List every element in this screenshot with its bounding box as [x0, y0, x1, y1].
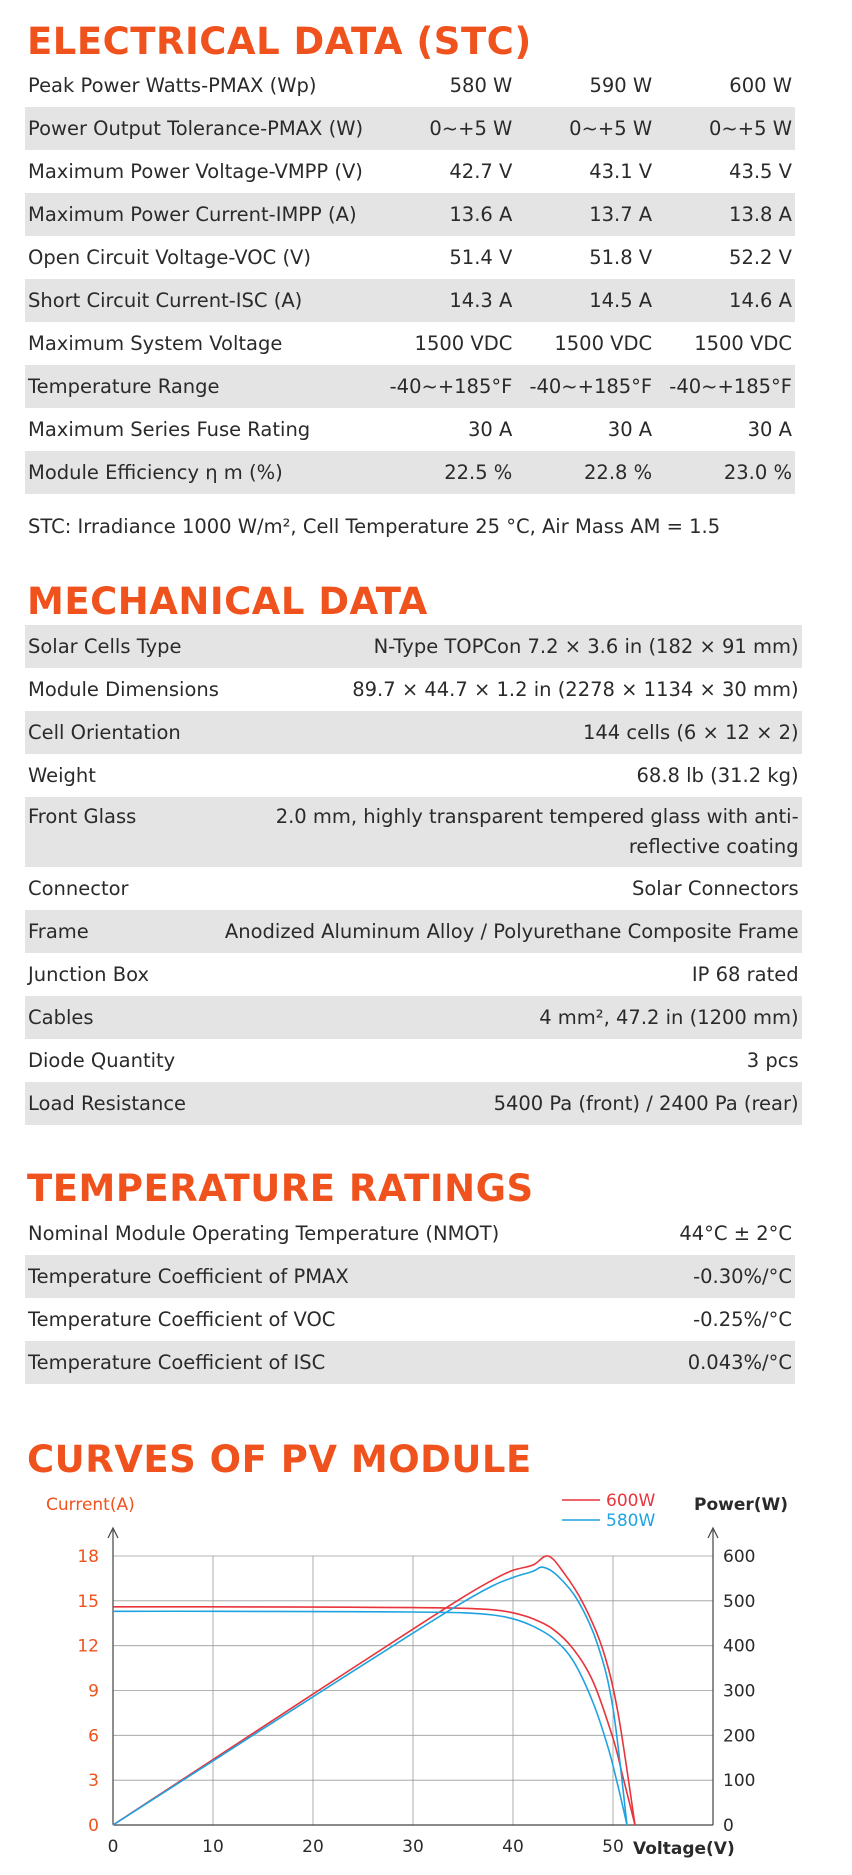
value-600w: 14.6 A [655, 279, 795, 322]
table-row [25, 279, 795, 322]
curves-title: CURVES OF PV MODULE [27, 1438, 532, 1481]
value-600w: 52.2 V [729, 246, 792, 269]
row-label: Maximum System Voltage [28, 332, 283, 355]
y-tick-label: 18 [77, 1547, 99, 1567]
row-label: Module Dimensions [28, 678, 219, 701]
legend-label: 580W [606, 1511, 656, 1531]
table-row [25, 953, 802, 996]
table-row [25, 64, 795, 107]
value-590w: 13.7 A [515, 193, 655, 236]
table-row [25, 625, 802, 668]
row-value: 3 pcs [746, 1049, 799, 1072]
series-line-600W-current [113, 1607, 635, 1825]
row-value: Solar Connectors [632, 877, 799, 900]
value-600w: 30 A [747, 418, 792, 441]
row-label: Open Circuit Voltage-VOC (V) [28, 246, 311, 269]
y2-axis-label: Power(W) [694, 1495, 789, 1515]
mechanical-table [25, 625, 802, 1125]
row-label: Short Circuit Current-ISC (A) [25, 279, 366, 322]
table-row [25, 1298, 795, 1341]
row-label: Connector [28, 877, 129, 900]
row-value: -0.30%/°C [545, 1255, 795, 1298]
table-row [25, 797, 802, 867]
value-590w: 30 A [607, 418, 653, 441]
row-label: Maximum Power Voltage-VMPP (V) [28, 160, 363, 183]
table-row [25, 711, 802, 754]
row-label: Maximum Power Current-IMPP (A) [25, 193, 366, 236]
y-tick-label: 9 [88, 1681, 99, 1702]
table-row [25, 150, 795, 193]
x-tick-label: 10 [202, 1837, 224, 1857]
row-label: Maximum Series Fuse Rating [28, 418, 311, 441]
row-label: Temperature Coefficient of PMAX [25, 1255, 545, 1298]
y2-tick-label: 400 [723, 1636, 756, 1657]
value-580w: 1500 VDC [414, 332, 513, 355]
x-tick-label: 20 [302, 1837, 324, 1857]
table-row [25, 668, 802, 711]
row-value: 68.8 lb (31.2 kg) [636, 764, 799, 787]
row-label: Module Efficiency η m (%) [25, 451, 366, 494]
table-row [25, 408, 795, 451]
stc-note: STC: Irradiance 1000 W/m², Cell Temperature 25 °C, Air Mass AM = 1.5 [28, 515, 721, 538]
value-580w: -40~+185°F [366, 365, 515, 408]
value-600w: 1500 VDC [694, 332, 792, 355]
value-580w: 580 W [449, 74, 513, 97]
x-tick-label: 50 [602, 1837, 624, 1857]
value-600w: 13.8 A [655, 193, 795, 236]
y-tick-label: 6 [88, 1726, 99, 1747]
value-590w: 22.8 % [515, 451, 655, 494]
legend-label: 600W [606, 1491, 656, 1511]
row-label: Weight [28, 764, 96, 787]
table-row [25, 1212, 795, 1255]
chart-legend [562, 1491, 655, 1531]
y-tick-label: 3 [88, 1771, 99, 1792]
value-580w: 30 A [467, 418, 513, 441]
row-label: Temperature Coefficient of ISC [25, 1341, 545, 1384]
value-600w: 43.5 V [729, 160, 792, 183]
row-label: Frame [25, 910, 222, 953]
row-value: 4 mm², 47.2 in (1200 mm) [222, 996, 802, 1039]
table-row [25, 193, 795, 236]
row-label: Junction Box [28, 963, 149, 986]
table-row [25, 910, 802, 953]
mechanical-title: MECHANICAL DATA [27, 580, 428, 623]
y2-tick-label: 300 [723, 1681, 756, 1702]
series-line-580W-current [113, 1611, 627, 1825]
value-580w: 0~+5 W [366, 107, 515, 150]
x-tick-label: 0 [107, 1837, 119, 1857]
row-value: 44°C ± 2°C [679, 1222, 792, 1245]
iv-pv-curve-chart [0, 1480, 852, 1870]
table-row [25, 107, 795, 150]
table-row [25, 236, 795, 279]
electrical-title: ELECTRICAL DATA (STC) [27, 20, 532, 63]
row-value: 0.043%/°C [545, 1341, 795, 1384]
x-tick-label: 40 [502, 1837, 524, 1857]
table-row [25, 1255, 795, 1298]
row-label: Diode Quantity [28, 1049, 176, 1072]
y2-tick-label: 200 [723, 1726, 756, 1747]
row-label: Load Resistance [25, 1082, 222, 1125]
temperature-title: TEMPERATURE RATINGS [27, 1167, 534, 1210]
chart-tick-labels [77, 1547, 755, 1857]
value-580w: 22.5 % [366, 451, 515, 494]
row-value: 2.0 mm, highly transparent tempered glass with anti-reflective coating [222, 797, 802, 867]
table-row [25, 754, 802, 797]
table-row [25, 1341, 795, 1384]
value-590w: 43.1 V [589, 160, 653, 183]
value-580w: 13.6 A [366, 193, 515, 236]
value-600w: 600 W [729, 74, 792, 97]
table-row [25, 365, 795, 408]
y-tick-label: 0 [88, 1816, 99, 1836]
table-row [25, 867, 802, 910]
row-value: 144 cells (6 × 12 × 2) [222, 711, 802, 754]
y2-tick-label: 500 [723, 1591, 756, 1612]
value-580w: 14.3 A [366, 279, 515, 322]
y-axis-label: Current(A) [46, 1495, 135, 1515]
table-row [25, 996, 802, 1039]
y2-tick-label: 0 [723, 1816, 734, 1836]
value-580w: 42.7 V [449, 160, 513, 183]
row-label: Solar Cells Type [25, 625, 222, 668]
value-600w: -40~+185°F [655, 365, 795, 408]
table-row [25, 322, 795, 365]
series-line-580W-power [113, 1567, 627, 1825]
temperature-table [25, 1212, 795, 1384]
row-value: 5400 Pa (front) / 2400 Pa (rear) [222, 1082, 802, 1125]
table-row [25, 1082, 802, 1125]
value-590w: 14.5 A [515, 279, 655, 322]
value-590w: 0~+5 W [515, 107, 655, 150]
value-580w: 51.4 V [449, 246, 513, 269]
row-label: Nominal Module Operating Temperature (NMOT) [28, 1222, 500, 1245]
y-tick-label: 15 [77, 1591, 99, 1612]
row-label: Power Output Tolerance-PMAX (W) [25, 107, 366, 150]
y2-tick-label: 600 [723, 1547, 756, 1567]
value-600w: 23.0 % [655, 451, 795, 494]
value-590w: -40~+185°F [515, 365, 655, 408]
value-590w: 1500 VDC [554, 332, 653, 355]
row-label: Cell Orientation [25, 711, 222, 754]
row-value: -0.25%/°C [693, 1308, 792, 1331]
row-label: Temperature Range [25, 365, 366, 408]
row-label: Cables [25, 996, 222, 1039]
row-value: 89.7 × 44.7 × 1.2 in (2278 × 1134 × 30 mm) [352, 678, 799, 701]
value-600w: 0~+5 W [655, 107, 795, 150]
table-row [25, 451, 795, 494]
value-590w: 590 W [589, 74, 653, 97]
y-tick-label: 12 [77, 1636, 99, 1657]
row-value: N-Type TOPCon 7.2 × 3.6 in (182 × 91 mm) [222, 625, 802, 668]
table-row [25, 1039, 802, 1082]
row-value: IP 68 rated [691, 963, 799, 986]
row-label: Peak Power Watts-PMAX (Wp) [28, 74, 317, 97]
x-axis-label: Voltage(V) [633, 1839, 735, 1859]
row-label: Front Glass [25, 797, 222, 867]
electrical-table [25, 64, 795, 494]
row-label: Temperature Coefficient of VOC [28, 1308, 336, 1331]
value-590w: 51.8 V [589, 246, 653, 269]
row-value: Anodized Aluminum Alloy / Polyurethane Composite Frame [222, 910, 802, 953]
x-tick-label: 30 [402, 1837, 424, 1857]
y2-tick-label: 100 [723, 1771, 756, 1792]
